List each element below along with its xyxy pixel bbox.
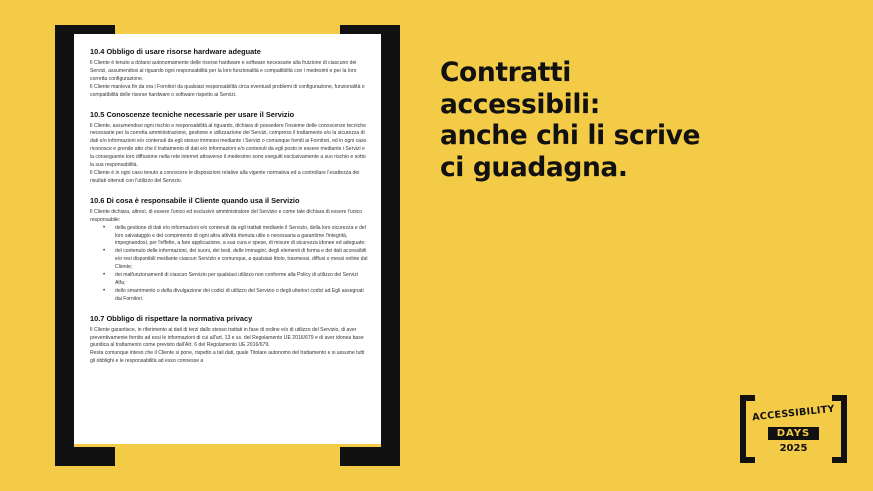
section-title: 10.4 Obbligo di usare risorse hardware adeguate <box>90 47 261 56</box>
logo-text-days: DAYS <box>768 427 819 440</box>
headline <box>440 57 840 183</box>
contract-document-page <box>74 34 381 444</box>
bullet-list <box>90 225 369 304</box>
bullet-item: • del contenuto delle informazioni, dei suoni, dei testi, delle immagini, degli elementi di forma e dei dati accessibili e/o resi disponibili mediante ciascun Servizio e comunque, a qualsiasi titolo, trasmessi, diffusi o messi online dal Cliente; <box>103 248 369 272</box>
section-paragraph: Il Cliente dichiara, altresì, di essere l'unico ed esclusivo amministratore del Servizio e come tale dichiara di essere l'unico responsabile: <box>90 208 363 223</box>
logo-text-accessibility: ACCESSIBILITY <box>751 403 836 424</box>
headline-line: accessibili: <box>440 88 600 120</box>
section-title: 10.6 Di cosa è responsabile il Cliente quando usa il Servizio <box>90 195 300 205</box>
section-paragraph: Resta comunque inteso che il Cliente si pone, rispetto a tali dati, quale Titolare autonomo del trattamento e si assume tutti gli obblighi e le responsabilità ad esso connesse a <box>90 350 365 365</box>
headline-line: Contratti <box>440 57 571 88</box>
section-paragraph: Il Cliente è in ogni caso tenuto a conoscere le disposizioni relative alla vigente normativa ed a controllare l'esattezza dei risultati ottenuti con l'utilizzo del Servizio. <box>90 169 360 184</box>
bullet-item: • dello smarrimento o della divulgazione dei codici di utilizzo del Servizio o degli ulteriori codici ad Egli assegnati dai Fornitori. <box>103 288 369 304</box>
accessibility-days-logo <box>740 395 847 463</box>
section-title: 10.5 Conoscenze tecniche necessarie per usare il Servizio <box>90 109 295 119</box>
section-paragraph: Il Cliente garantisce, in riferimento ai dati di terzi dallo stesso trattati in fase di ordine e/o di utilizzo del Servizio, di aver preventivamente fornito ad essi le informazioni di cui all'art. 13 e ss. del Regolamento UE 2016/679 e di aver idonea base giuridica al trattamento come previsto dall'Art. 6 del Regolamento UE 2016/679. <box>90 326 364 349</box>
headline-line: ci guadagna. <box>440 151 628 183</box>
section-title: 10.7 Obbligo di rispettare la normativa privacy <box>90 313 253 323</box>
bullet-item: • della gestione di dati e/o informazioni e/o contenuti da egli trattati mediante il Servizio, della loro sicurezza e del loro salvataggio e del compimento di ogni altra attività ritenuta utile o necessaria a garantirne l'integrità, impegnandosi, per l'effetto, a fare applicazione, a sua cura e spese, di misure di sicurezza idonee ed adeguate; <box>103 225 369 249</box>
section-10-7 <box>90 314 369 367</box>
bullet-item: • dei malfunzionamenti di ciascun Servizio per qualsiasi utilizzo non conforme alla Policy di utilizzo dei Servizi Alfa; <box>103 272 369 288</box>
section-paragraph: Il Cliente è tenuto a dotarsi autonomamente delle risorse hardware e software necessarie alla fruizione di ciascuno dei Servizi, assumendosi al riguardo ogni responsabilità per la loro funzionalità e compatibilità con i medesimi e per la loro corretta configurazione. <box>90 60 357 82</box>
section-10-6 <box>90 196 369 304</box>
section-10-5 <box>90 110 369 186</box>
headline-line: anche chi li scrive <box>440 120 701 151</box>
section-10-4 <box>90 47 369 100</box>
section-paragraph: Il Cliente manleva fin da ora i Fornitori da qualsiasi responsabilità circa eventuali problemi di configurazione, funzionalità o compatibilità delle risorse hardware o software rispetto ai Servizi. <box>90 83 365 98</box>
logo-text-year: 2025 <box>779 443 808 454</box>
section-paragraph: Il Cliente, assumendosi ogni rischio e responsabilità al riguardo, dichiara di possedere l'insieme delle conoscenze tecniche necessarie per la corretta amministrazione, gestione e utilizzazione dei Servizi, compreso il trattamento e/o la sicurezza di dati e/o informazioni e/o contenuti da egli stesso immessi mediante i Servizi o comunque forniti ai Fornitori, ed in ogni caso riconosce e prende atto che il trattamento di dati e/o informazioni e/o contenuti da egli posto in essere mediante i Servizi e la conseguente loro diffusione nella rete internet attraverso il medesimo sono eseguiti esclusivamente a suo rischio e sotto la sua responsabilità. <box>90 122 367 169</box>
